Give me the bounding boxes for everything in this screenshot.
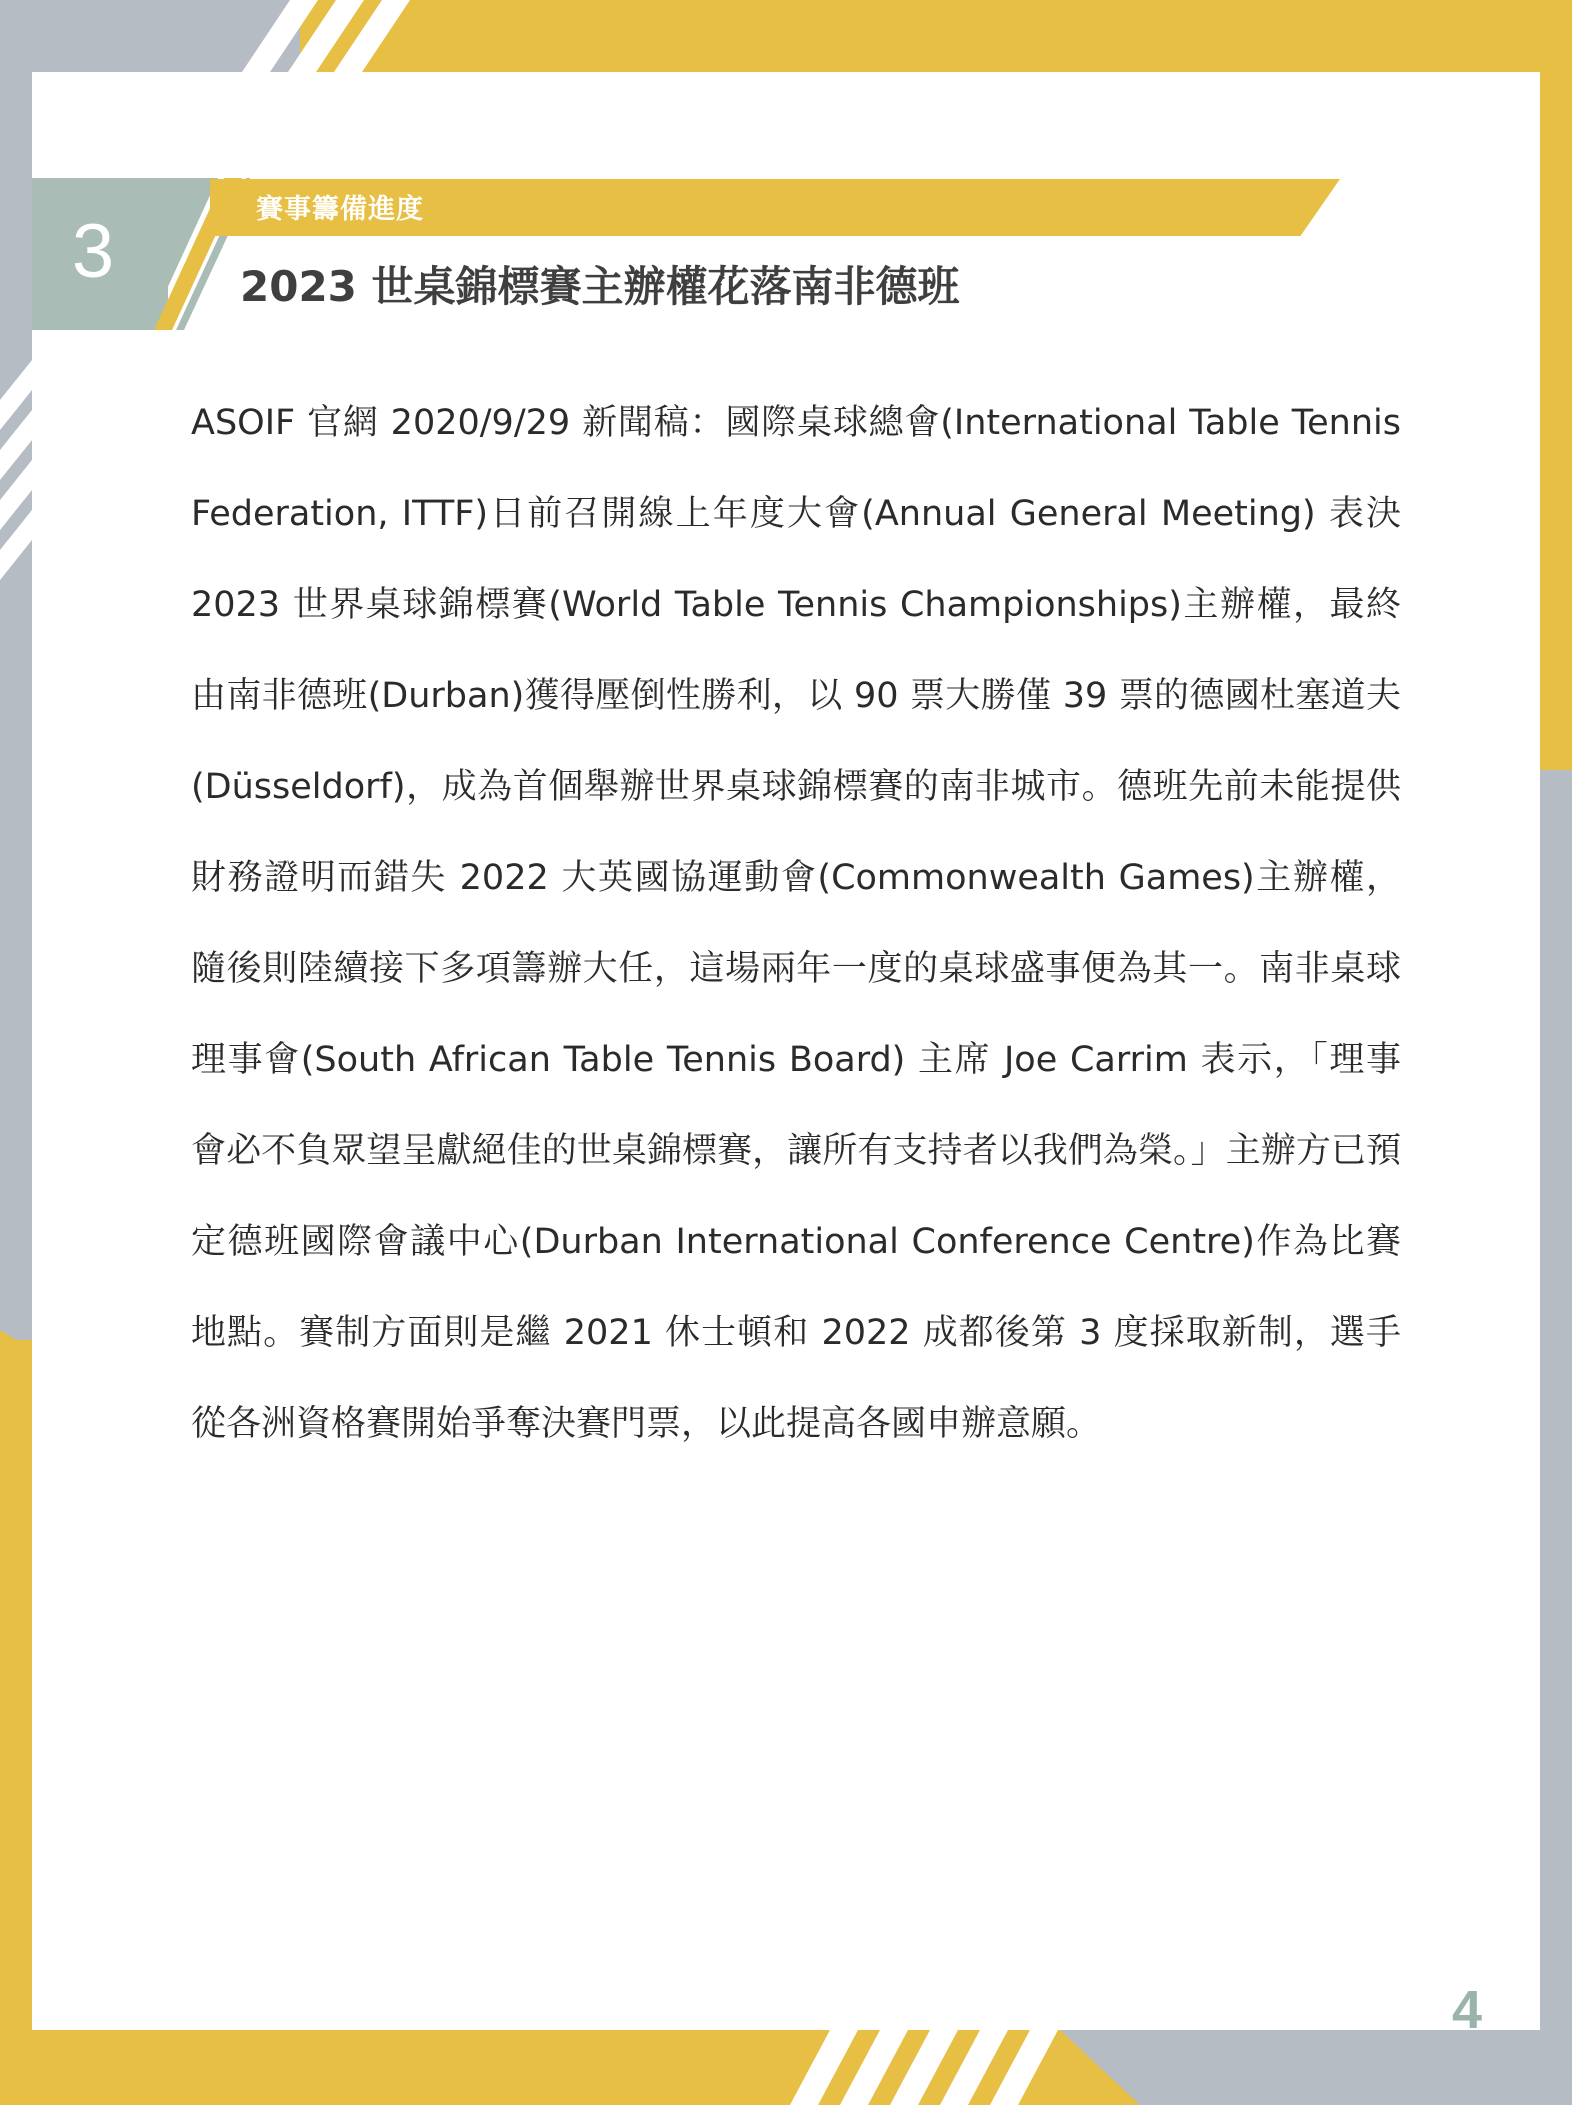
article-headline: 2023 世桌錦標賽主辦權花落南非德班: [240, 262, 960, 311]
article-body: ASOIF 官網 2020/9/29 新聞稿：國際桌球總會(International Table Tennis Federation, ITTF)日前召開線上年度大會(Annual General Meeting) 表決 2023 世界桌球錦標賽(World Table Tennis Championships)主辦權，最終由南非德班(Durban)獲得壓倒性勝利，以 90 票大勝僅 39 票的德國杜塞道夫(Düsseldorf)，成為首個舉辦世界桌球錦標賽的南非城市。德班先前未能提供財務證明而錯失 2022 大英國協運動會(Commonwealth Games)主辦權，隨後則陸續接下多項籌辦大任，這場兩年一度的桌球盛事便為其一。南非桌球理事會(South African Table Tennis Board) 主席 Joe Carrim 表示，「理事會必不負眾望呈獻絕佳的世桌錦標賽，讓所有支持者以我們為榮。」主辦方已預定德班國際會議中心(Durban International Conference Centre)作為比賽地點。賽制方面則是繼 2021 休士頓和 2022 成都後第 3 度採取新制，選手從各洲資格賽開始爭奪決賽門票，以此提高各國申辦意願。: [191, 403, 1401, 1444]
page-number: 4: [1451, 1980, 1482, 2040]
category-label: 賽事籌備進度: [256, 194, 424, 225]
section-number: 3: [71, 209, 115, 294]
